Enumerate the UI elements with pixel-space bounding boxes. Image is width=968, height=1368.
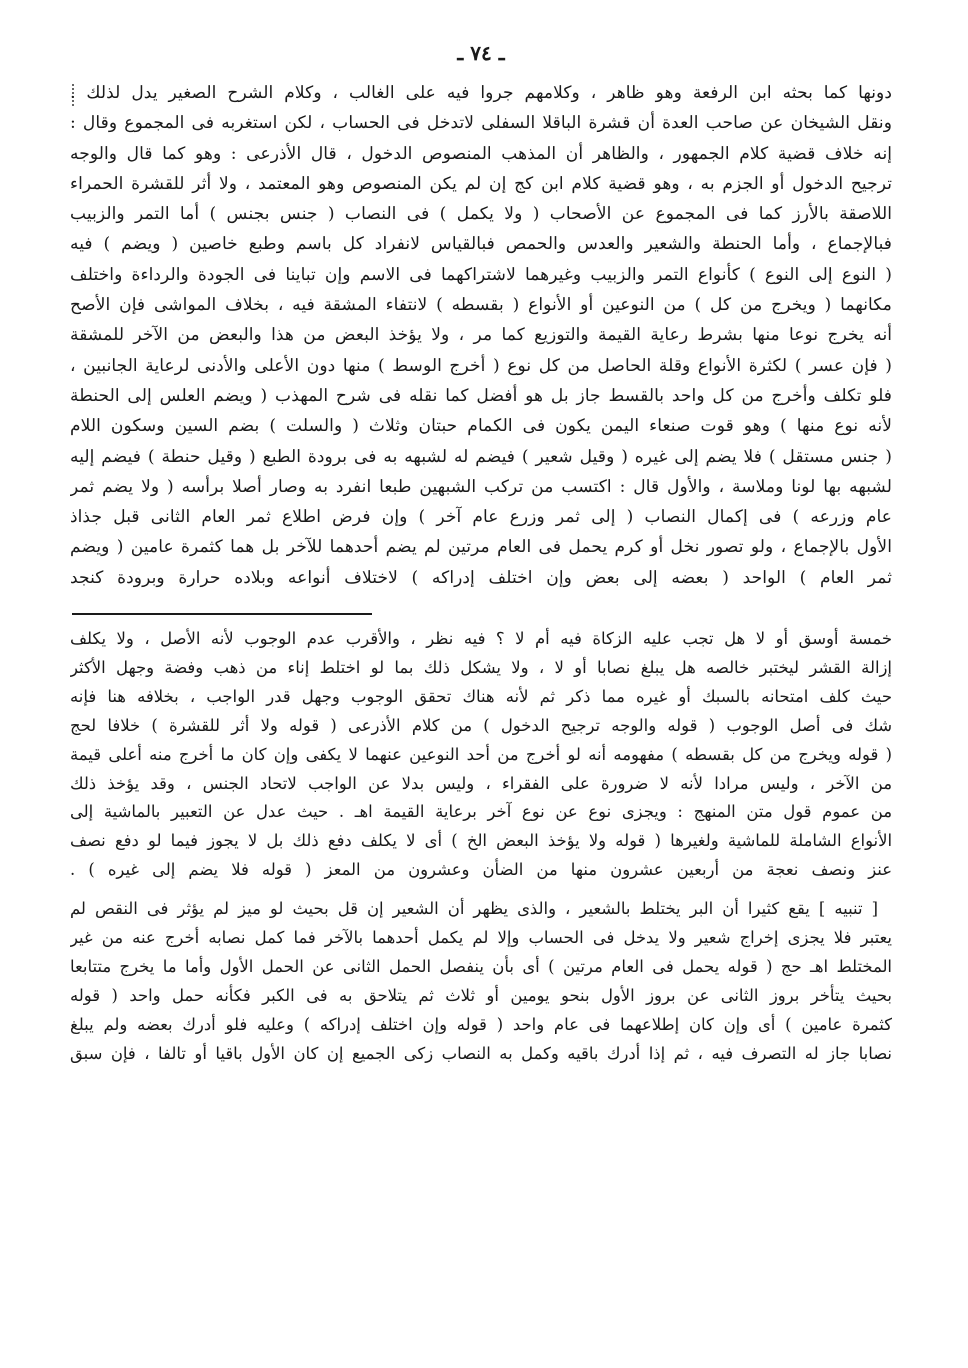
main-line: ترجيح الدخول أو الجزم به ، وهو قضية كلام ابن كج إن لم يكن المنصوص وهو المعتمد ، ولا أثر للقشرة الحمراء xyxy=(70,173,892,194)
main-line: لأنه نوع منها ) وهو قوت صنعاء اليمن يكون فى الكمام حبتان وثلاث ( والسلت ) بضم السين وسكون اللام xyxy=(70,416,892,437)
main-line: لشبهه بها لونا وملاسة ، والأول قال : اكتسب من تركب الشبهين طبعا انفرد به وصار أصلا برأسه ( ولا يضم ثمر xyxy=(70,476,892,497)
main-line: مكانهما ( ويخرج من كل ) من النوعين أو الأنواع ( بقسطه ) لانتفاء المشقة فيه ، بخلاف المواشى فإن الأصح xyxy=(70,295,892,316)
tanbih-line: نصابا جاز له التصرف فيه ، ثم إذا أدرك باقيه وكمل به النصاب زكى الجميع إن كان الأول باقيا أو تالفا ، فإن سبق xyxy=(70,1043,892,1063)
main-line: ( النوع إلى النوع ) كأنواع التمر والزبيب وغيرهما لاشتراكهما فى الاسم وإن تباينا فى الجودة والرداءة واختلف xyxy=(70,264,892,285)
footnote-text xyxy=(70,625,892,885)
tanbih-line: المختلط اهـ حج ( قوله يحمل فى العام مرتين ) أى بأن ينفصل الحمل الثانى عن الحمل الأول وأما ما يخرج متتابعا xyxy=(70,956,892,976)
main-line: الأول بالإجماع ، ولو تصور نخل أو كرم يحمل فى العام مرتين لم يضم أحدهما للآخر بل هما كثمرة عامين ( ويضم xyxy=(70,537,892,558)
footnote-line: ( قوله ويخرج من كل بقسطه ) مفهومه أنه لو أخرج من أحد النوعين عنهما لا يكفى وإن كان ما أخرج منه أعلى قيمة xyxy=(70,744,892,764)
tanbih-line: بحيث يتأخر بروز الثانى عن بروز الأول بنحو يومين أو ثلاث ثم يتلاحق به فى الكبر فكأنه حمل واحد ( قوله xyxy=(70,985,892,1005)
footnote-line: حيث كلف امتحانه بالسبك أو غيره مما ذكر ثم لأنه هناك تحقق الوجوب وجهل قدر الواجب ، بخلافه هنا فإنه xyxy=(70,686,892,706)
page-number: ـ ٧٤ ـ xyxy=(457,41,505,65)
main-line: ثمر العام ) الواحد ( بعضه إلى بعض وإن اختلف إدراكه ) لاختلاف أنواعه وبلاده حرارة وبرودة كنجد xyxy=(70,567,892,588)
footnote-line: خمسة أوسق أو لا هل تجب عليه الزكاة فيه أم لا ؟ فيه نظر ، والأقرب عدم الوجوب لأنه الأصل ، ولا يكلف xyxy=(70,629,892,649)
footnote-line: شك فى أصل الوجوب ( قوله والوجه ترجيح الدخول ) من كلام الأذرعى ( قوله ولا أثر للقشرة ) خلافا لحج xyxy=(70,715,892,735)
main-line: فلو تكلف وأخرج من كل واحد بالقسط جاز بل هو أفضل كما نقله فى شرح المهذب ( ويضم العلس إلى الحنطة xyxy=(70,385,892,406)
main-text xyxy=(70,78,892,593)
footnote-line: إزالة القشر ليختبر خالصه هل يبلغ نصابا أو لا ، ولا يشكل ذلك بما لو اختلط إناء من ذهب وفضة وجهل الأكثر xyxy=(70,657,892,677)
main-line: عام وزرعه ) فى إكمال النصاب ( إلى ثمر وزرع عام آخر ) وإن فرض اطلاع ثمر العام الثانى قبل جذاذ xyxy=(70,507,892,528)
main-line: اللاصقة بالأرز كما فى المجموع عن الأصحاب ( ولا يكمل ) فى النصاب ( جنس بجنس ) أما التمر والزبيب xyxy=(70,204,892,225)
main-line: إنه خلاف قضية كلام الجمهور ، والظاهر أن المذهب المنصوص الدخول ، قال الأذرعى : وهو كما قال والوجه xyxy=(70,143,892,164)
footnote-line: عنز ونصف نعجة من أربعين عشرون منها من الضأن وعشرون من المعز ( قوله فلا يضم إلى غيره ) . xyxy=(70,860,892,880)
tanbih-line: يعتبر فلا يجزى إخراج شعير ولا يدخل فى الحساب وإلا لم يكمل أحدهما بالآخر فما كمل نصابه أخرج عنه من غير xyxy=(70,927,892,947)
footnote-line: الأنواع الشاملة للماشية ولغيرها ( قوله ولا يؤخذ البعض الخ ) أى لا يكلف دفع ذلك بل لا يجوز فيما لو دفع نصف xyxy=(70,831,892,851)
main-line: ونقل الشيخان عن صاحب العدة أن قشرة الباقلا السفلى لاتدخل فى الحساب ، لكن استغربه فى المجموع وقال : xyxy=(70,113,892,134)
footnote-divider xyxy=(72,613,372,615)
tanbih-line: [ تنبيه ] يقع كثيرا أن البر يختلط بالشعير ، والذى يظهر أن الشعير إن قل بحيث لو ميز لم يؤثر فى النقص لم xyxy=(70,899,878,919)
tanbih-note xyxy=(70,895,892,1068)
page xyxy=(70,36,892,1068)
footnote-line: من الآخر ، وليس مرادا لأنه لا ضرورة على الفقراء ، وليس بدلا عن الواجب لاتحاد الجنس ، وقد يؤخذ ذلك xyxy=(70,773,892,793)
main-line: ( جنس مستقل ) فلا يضم إلى غيره ( وقيل شعير ) فيضم له لشبهه به فى برودة الطبع ( وقيل حنطة ) فيضم إليه xyxy=(70,446,892,467)
tanbih-line: كثمرة عامين ) أى وإن كان إطلاعهما فى عام واحد ( قوله وإن اختلف إدراكه ) وعليه فلو أدرك بعضه ولم يبلغ xyxy=(70,1014,892,1034)
main-line: دونها كما بحثه ابن الرفعة وهو ظاهر ، وكلامهم جروا فيه على الغالب ، وكلام الشرح الصغير يدل لذلك . xyxy=(70,83,892,103)
main-line: فبالإجماع ، وأما الحنطة والشعير والعدس والحمص فبالقياس لانفراد كل باسم وطبع خاصين ( ويضم ) فيه xyxy=(70,234,892,255)
main-line: أنه يخرج نوعا منها بشرط رعاية القيمة والتوزيع كما مر ، ولا يؤخذ البعض من هذا والبعض من الآخر للمشقة xyxy=(70,325,892,346)
footnote-line: من عموم قول متن المنهج : ويجزى نوع عن نوع آخر برعاية القيمة اهـ . حيث عدل عن التعبير بالماشية إلى xyxy=(70,802,892,822)
main-line: ( فإن عسر ) لكثرة الأنواع وقلة الحاصل من كل نوع ( أخرج الوسط ) منها دون الأعلى والأدنى لرعاية الجانبين ، xyxy=(70,355,892,376)
